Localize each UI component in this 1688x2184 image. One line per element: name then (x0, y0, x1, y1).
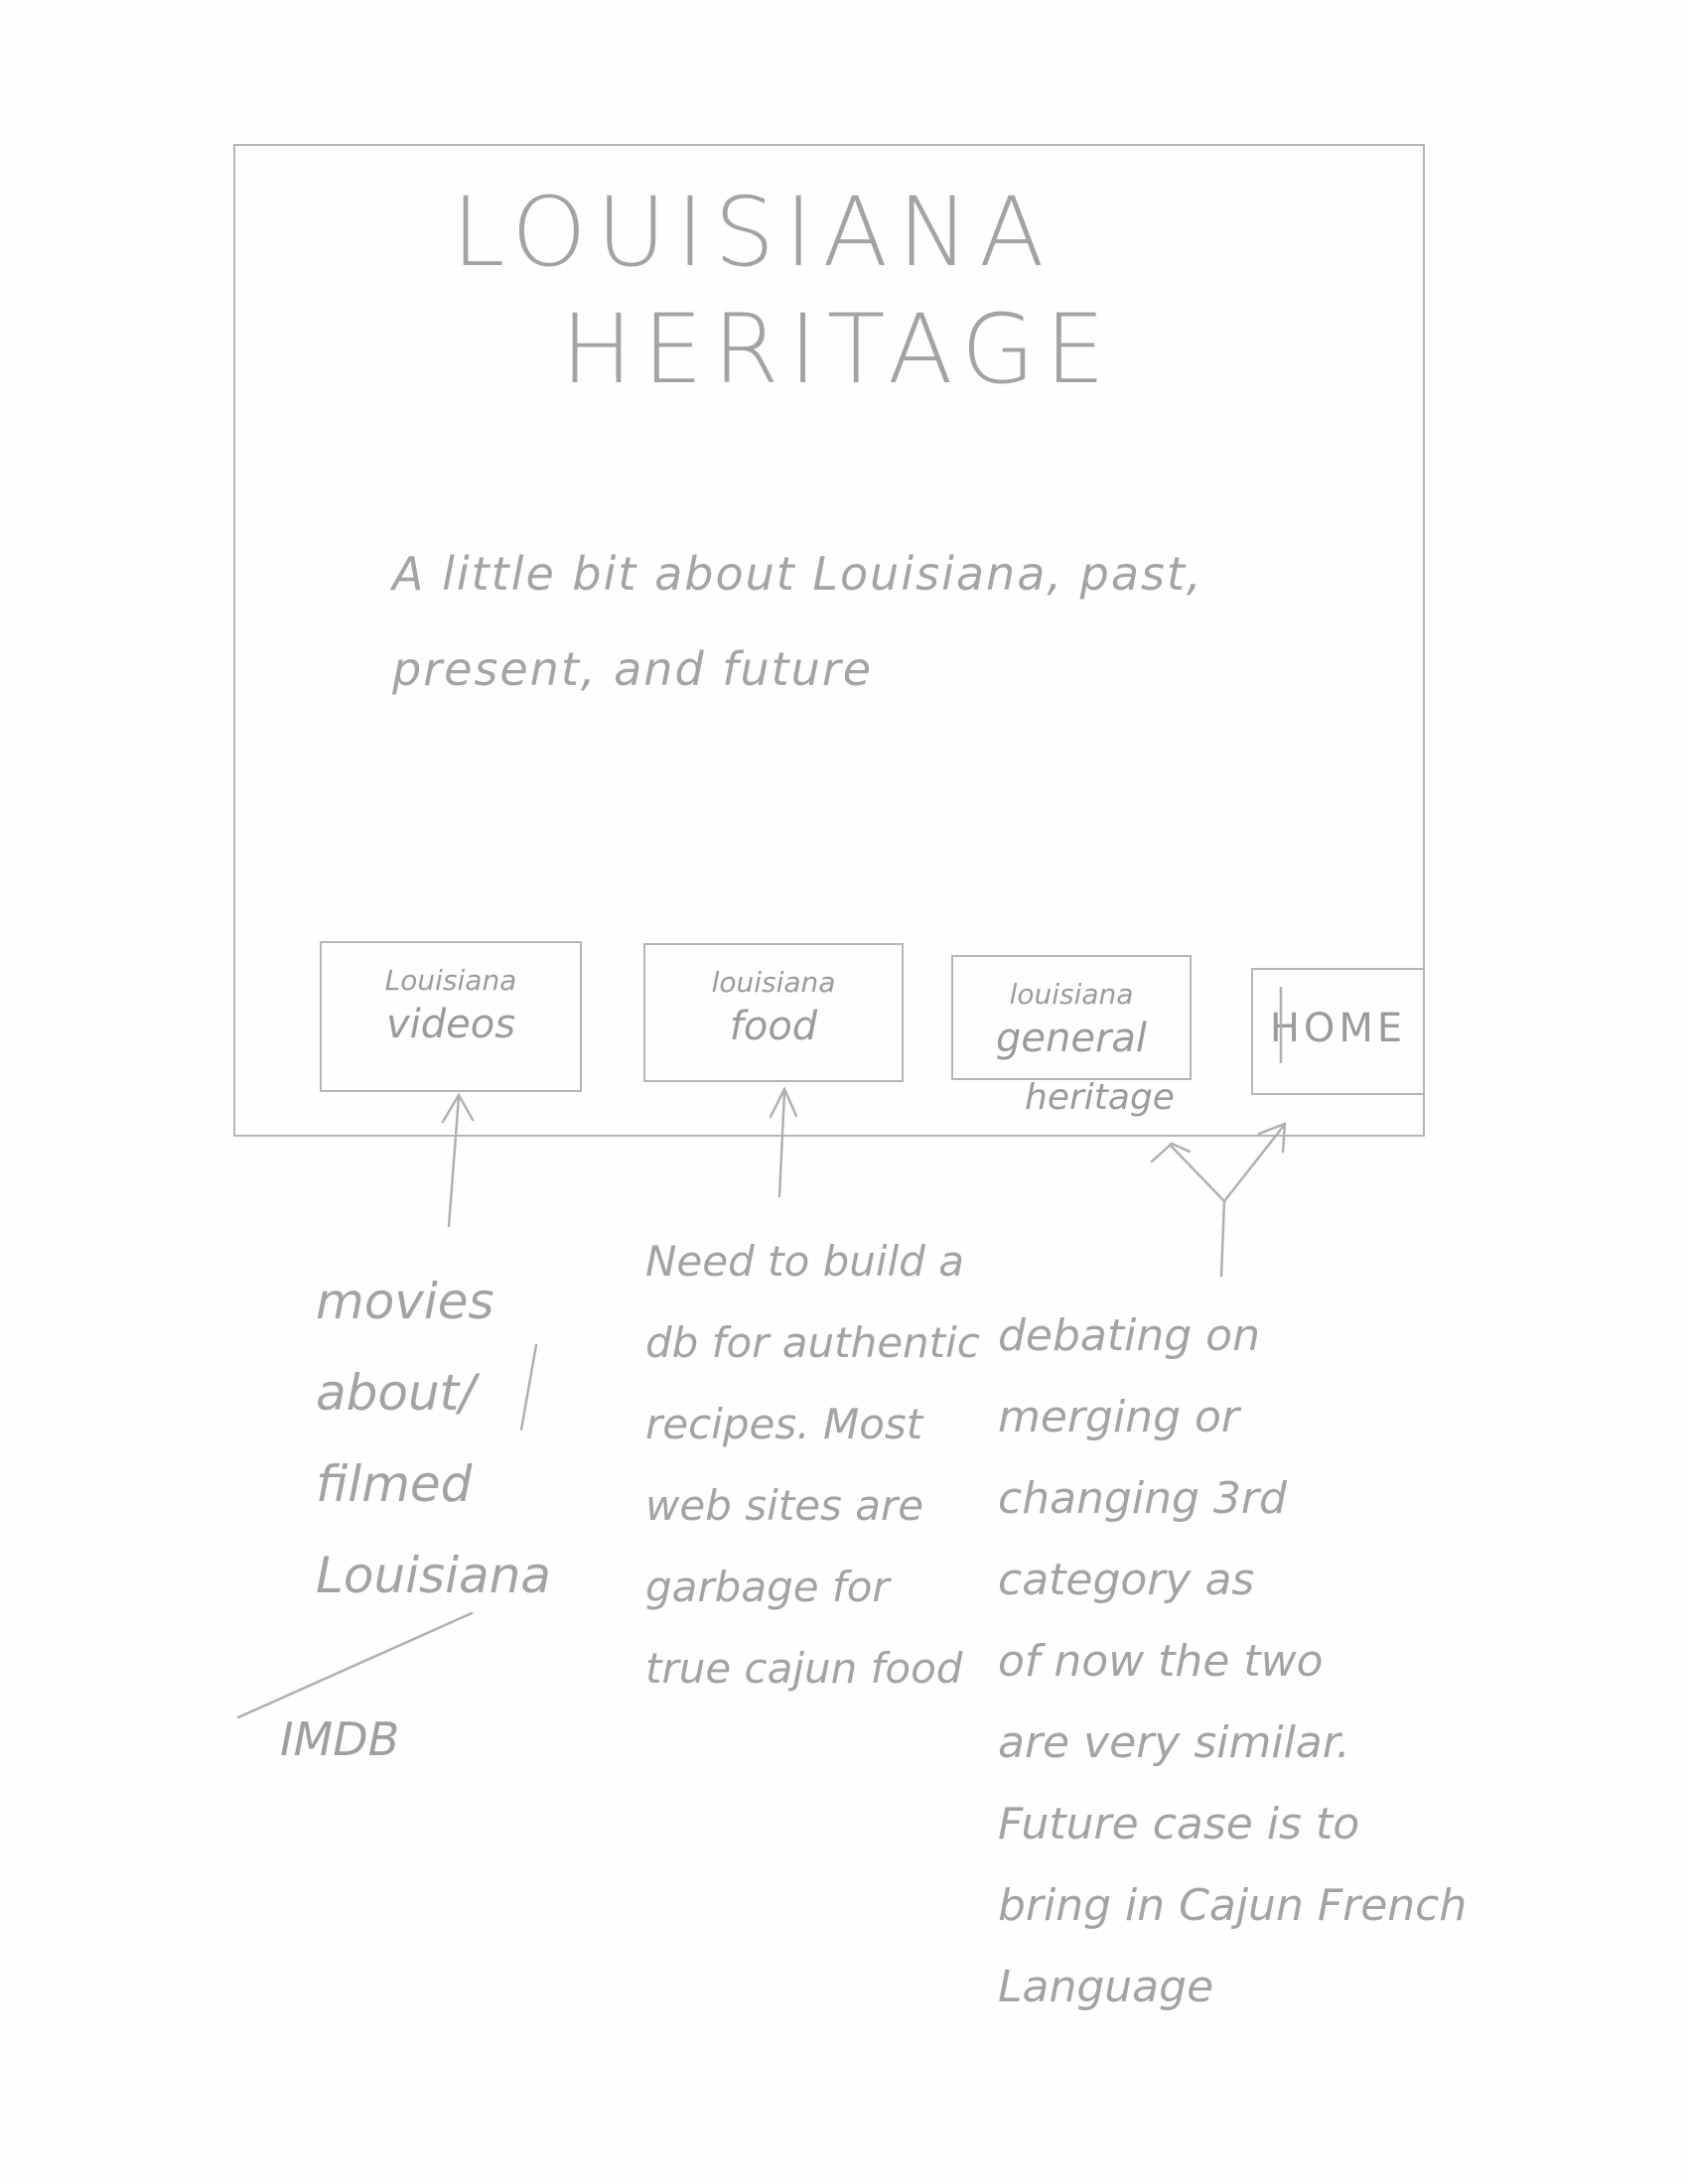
subtitle-line-2: present, and future (392, 642, 874, 696)
imdb-underline (238, 1613, 472, 1717)
arrow-videos (443, 1095, 473, 1226)
title-line-1: LOUISIANA (452, 177, 1055, 288)
note-food: Need to build a db for authentic recipes. Most web sites are garbage for true cajun food (645, 1237, 980, 1693)
nav-general-line-1: louisiana (1009, 978, 1134, 1011)
nav-food-line-2: food (729, 1004, 818, 1049)
note-videos: movies about/ filmed Louisiana (316, 1273, 551, 1604)
nav-videos-line-1: Louisiana (384, 964, 517, 997)
title-line-2: HERITAGE (561, 294, 1116, 405)
nav-general-line-3: heritage (1025, 1077, 1175, 1118)
subtitle-line-1: A little bit about Louisiana, past, (392, 547, 1203, 601)
note-videos-source: IMDB (280, 1712, 400, 1766)
nav-home-label: HOME (1269, 1006, 1407, 1051)
nav-general-line-2: general (995, 1016, 1148, 1061)
note-merge-category: debating on merging or changing 3rd category as of now the two are very similar. Future case is to bring in Cajun French Language (998, 1310, 1468, 2012)
arrow-food (771, 1089, 796, 1196)
nav-food-line-1: louisiana (711, 966, 836, 999)
arrow-merge-fork (1152, 1124, 1285, 1276)
nav-videos-line-2: videos (385, 1002, 516, 1047)
